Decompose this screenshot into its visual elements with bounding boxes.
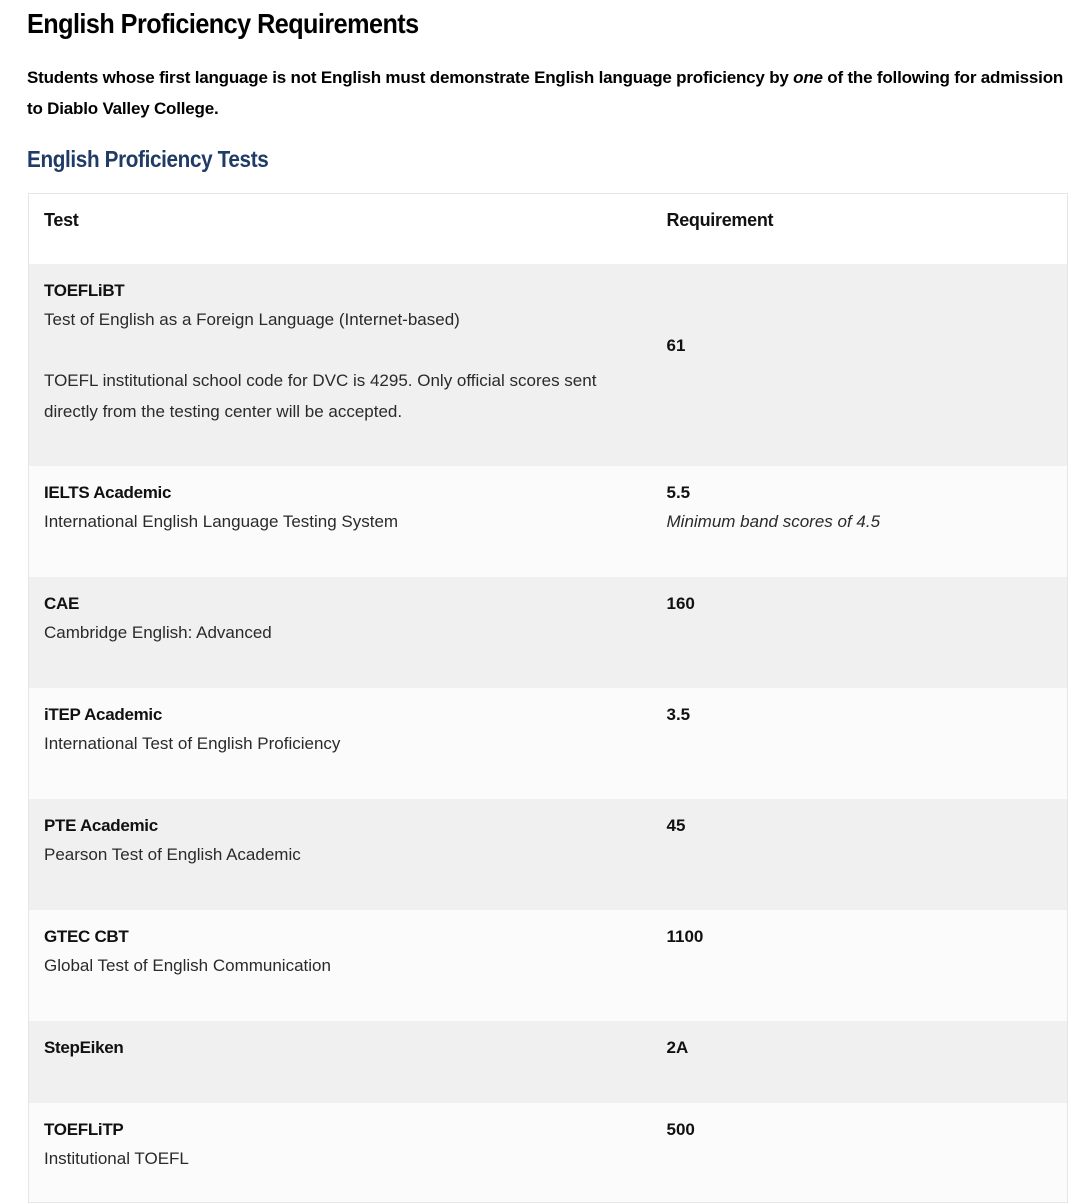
proficiency-table — [28, 193, 1068, 1203]
intro-text — [27, 62, 1067, 124]
requirement-value: 1100 — [666, 926, 704, 946]
table-row — [29, 466, 1068, 577]
requirement-cell — [652, 910, 1068, 1021]
table-header-row — [29, 194, 1068, 264]
test-description: Global Test of English Communication — [44, 955, 331, 975]
test-cell — [29, 466, 652, 577]
test-name: StepEiken — [44, 1037, 124, 1057]
requirement-value: 3.5 — [666, 704, 691, 724]
requirement-value: 61 — [666, 335, 686, 355]
test-cell — [29, 910, 652, 1021]
requirement-cell — [652, 688, 1068, 799]
requirement-cell — [652, 799, 1068, 910]
test-name: IELTS Academic — [44, 482, 172, 502]
table-row — [29, 1021, 1068, 1103]
test-description: Cambridge English: Advanced — [44, 622, 272, 642]
requirement-cell — [652, 264, 1068, 466]
test-cell — [29, 264, 652, 466]
table-row — [29, 910, 1068, 1021]
table-row — [29, 799, 1068, 910]
test-description: Test of English as a Foreign Language (Internet-based) — [44, 309, 460, 329]
test-cell — [29, 577, 652, 688]
intro-text-emphasis: one — [793, 68, 823, 87]
table-row — [29, 1103, 1068, 1203]
requirement-cell — [652, 1021, 1068, 1103]
test-name: PTE Academic — [44, 815, 158, 835]
test-name: TOEFLiBT — [44, 280, 125, 300]
test-description: Pearson Test of English Academic — [44, 844, 301, 864]
test-description: International Test of English Proficiency — [44, 733, 341, 753]
test-cell — [29, 1021, 652, 1103]
requirement-cell — [652, 466, 1068, 577]
requirement-value: 5.5 — [666, 482, 691, 502]
test-description: Institutional TOEFL — [44, 1148, 189, 1168]
test-note: TOEFL institutional school code for DVC is 4295. Only official scores sent directly from the testing center will be accepted. — [44, 370, 597, 421]
test-name: GTEC CBT — [44, 926, 129, 946]
test-cell — [29, 1103, 652, 1203]
table-row — [29, 264, 1068, 466]
header-requirement: Requirement — [652, 194, 1068, 264]
header-test: Test — [29, 194, 652, 264]
test-name: TOEFLiTP — [44, 1119, 124, 1139]
test-cell — [29, 799, 652, 910]
requirement-note: Minimum band scores of 4.5 — [666, 511, 881, 531]
table-row — [29, 577, 1068, 688]
table-row — [29, 688, 1068, 799]
requirement-value: 2A — [666, 1037, 689, 1057]
intro-text-start: Students whose first language is not English must demonstrate English language proficiency by — [27, 68, 794, 87]
test-name: CAE — [44, 593, 79, 613]
requirement-value: 45 — [666, 815, 686, 835]
requirement-cell — [652, 1103, 1068, 1203]
test-description: International English Language Testing System — [44, 511, 399, 531]
test-name: iTEP Academic — [44, 704, 162, 724]
requirement-cell — [652, 577, 1068, 688]
page-title: English Proficiency Requirements — [27, 8, 419, 39]
section-title: English Proficiency Tests — [27, 146, 269, 172]
requirement-value: 160 — [666, 593, 695, 613]
requirement-value: 500 — [666, 1119, 695, 1139]
intro-text-end: of the following for admission to Diablo Valley College. — [27, 68, 1064, 118]
test-cell — [29, 688, 652, 799]
